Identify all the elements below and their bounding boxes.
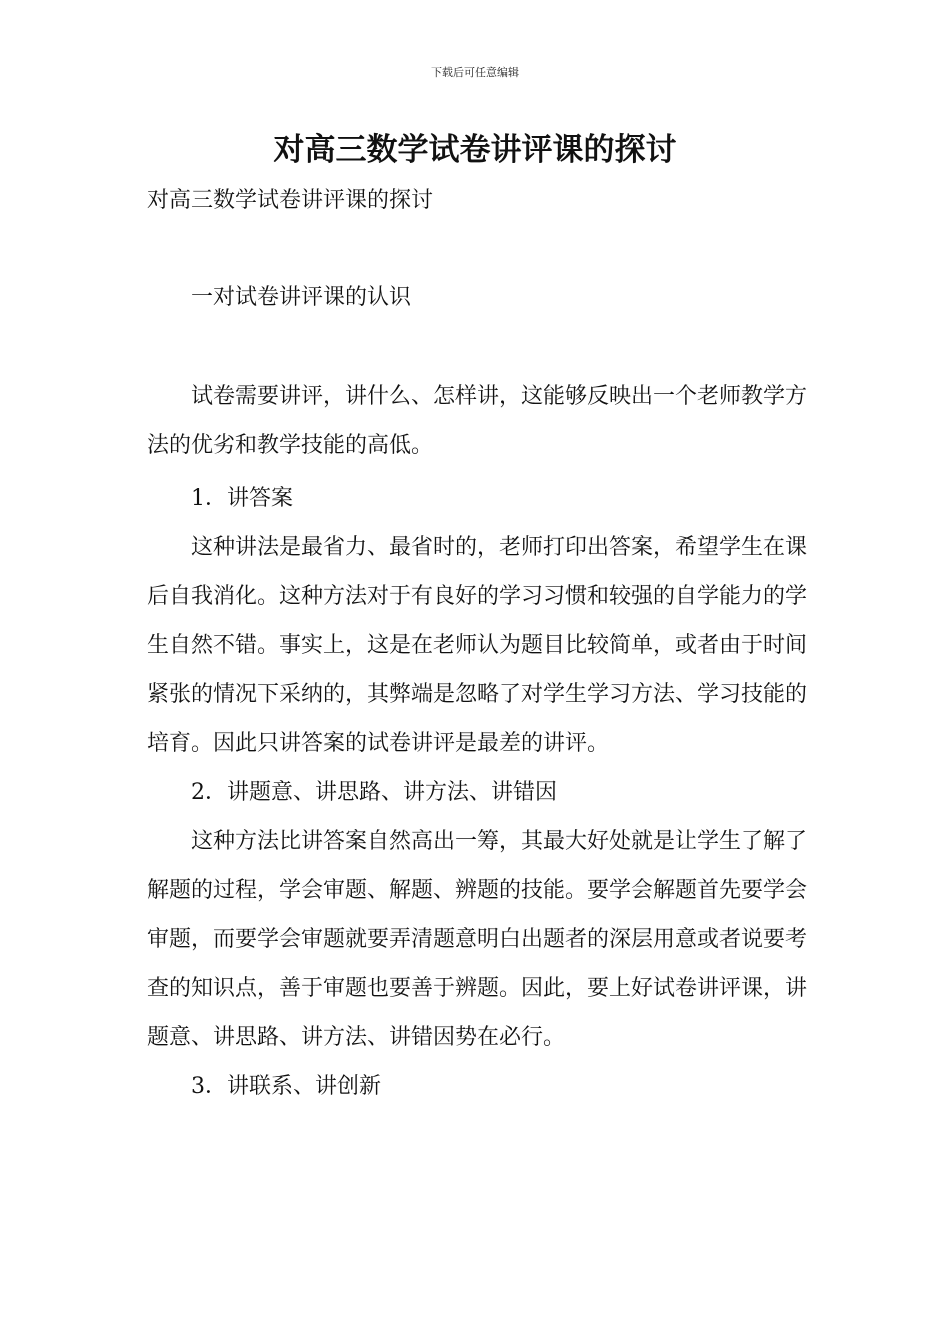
item-2-title: 2．讲题意、讲思路、讲方法、讲错因 bbox=[191, 780, 557, 805]
section-heading: 一对试卷讲评课的认识 bbox=[191, 285, 412, 310]
item-3-title: 3．讲联系、讲创新 bbox=[191, 1074, 381, 1099]
item-2-body: 这种方法比讲答案自然高出一筹，其最大好处就是让学生了解了解题的过程，学会审题、解题、辨题的技能。要学会解题首先要学会审题，而要学会审题就要弄清题意明白出题者的深层用意或者说要考查的知识点，善于审题也要善于辨题。因此，要上好试卷讲评课，讲题意、讲思路、讲方法、讲错因势在必行。 bbox=[147, 829, 808, 1050]
document-body bbox=[147, 176, 807, 1111]
item-1-body: 这种讲法是最省力、最省时的，老师打印出答案，希望学生在课后自我消化。这种方法对于有良好的学习习惯和较强的自学能力的学生自然不错。事实上，这是在老师认为题目比较简单，或者由于时间紧张的情况下采纳的，其弊端是忽略了对学生学习方法、学习技能的培育。因此只讲答案的试卷讲评是最差的讲评。 bbox=[147, 535, 808, 756]
header-note: 下载后可任意编辑 bbox=[431, 66, 519, 79]
document-title: 对高三数学试卷讲评课的探讨 bbox=[273, 132, 677, 168]
item-1-title: 1．讲答案 bbox=[191, 486, 293, 511]
document-subtitle: 对高三数学试卷讲评课的探讨 bbox=[147, 188, 434, 213]
paragraph-intro: 试卷需要讲评，讲什么、怎样讲，这能够反映出一个老师教学方法的优劣和教学技能的高低。 bbox=[147, 384, 808, 458]
